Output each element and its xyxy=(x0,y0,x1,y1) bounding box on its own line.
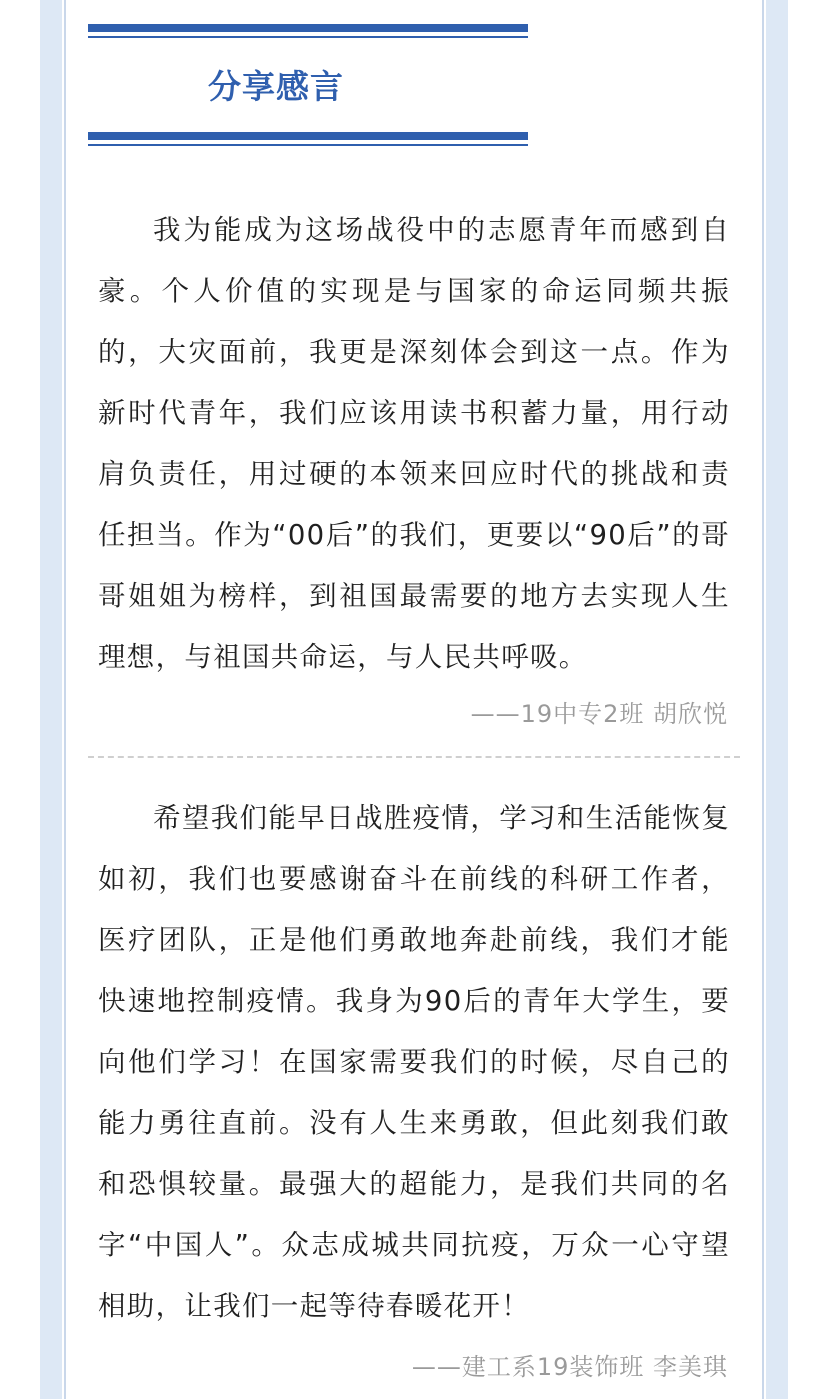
dashed-divider xyxy=(88,756,740,758)
right-side-line xyxy=(762,0,764,1399)
quote-text-1: 我为能成为这场战役中的志愿青年而感到自豪。个人价值的实现是与国家的命运同频共振的，大灾面前，我更是深刻体会到这一点。作为新时代青年，我们应该用读书积蓄力量，用行动肩负责任，用过硬的本领来回应时代的挑战和责任担当。作为“00后”的我们，更要以“90后”的哥哥姐姐为榜样，到祖国最需要的地方去实现人生理想，与祖国共命运，与人民共呼吸。 xyxy=(98,214,730,673)
left-side-line xyxy=(64,0,66,1399)
title-bar-top-thick xyxy=(88,24,528,32)
title-bar-top-thin xyxy=(88,36,528,38)
title-bar-bottom-thick xyxy=(88,132,528,140)
section-title: 分享感言 xyxy=(208,67,344,106)
title-bar-bottom-thin xyxy=(88,144,528,146)
quote-author-1: ——19中专2班 胡欣悦 xyxy=(470,700,728,728)
right-side-band xyxy=(766,0,788,1399)
left-side-band xyxy=(40,0,62,1399)
quote-text-2: 希望我们能早日战胜疫情，学习和生活能恢复如初，我们也要感谢奋斗在前线的科研工作者，医疗团队，正是他们勇敢地奔赴前线，我们才能快速地控制疫情。我身为90后的青年大学生，要向他们学习！在国家需要我们的时候，尽自己的能力勇往直前。没有人生来勇敢，但此刻我们敢和恐惧较量。最强大的超能力，是我们共同的名字“中国人”。众志成城共同抗疫，万众一心守望相助，让我们一起等待春暖花开！ xyxy=(98,802,730,1322)
title-bar-top xyxy=(88,24,528,38)
title-bar-bottom xyxy=(88,132,528,146)
quote-author-2: ——建工系19装饰班 李美琪 xyxy=(411,1353,728,1381)
